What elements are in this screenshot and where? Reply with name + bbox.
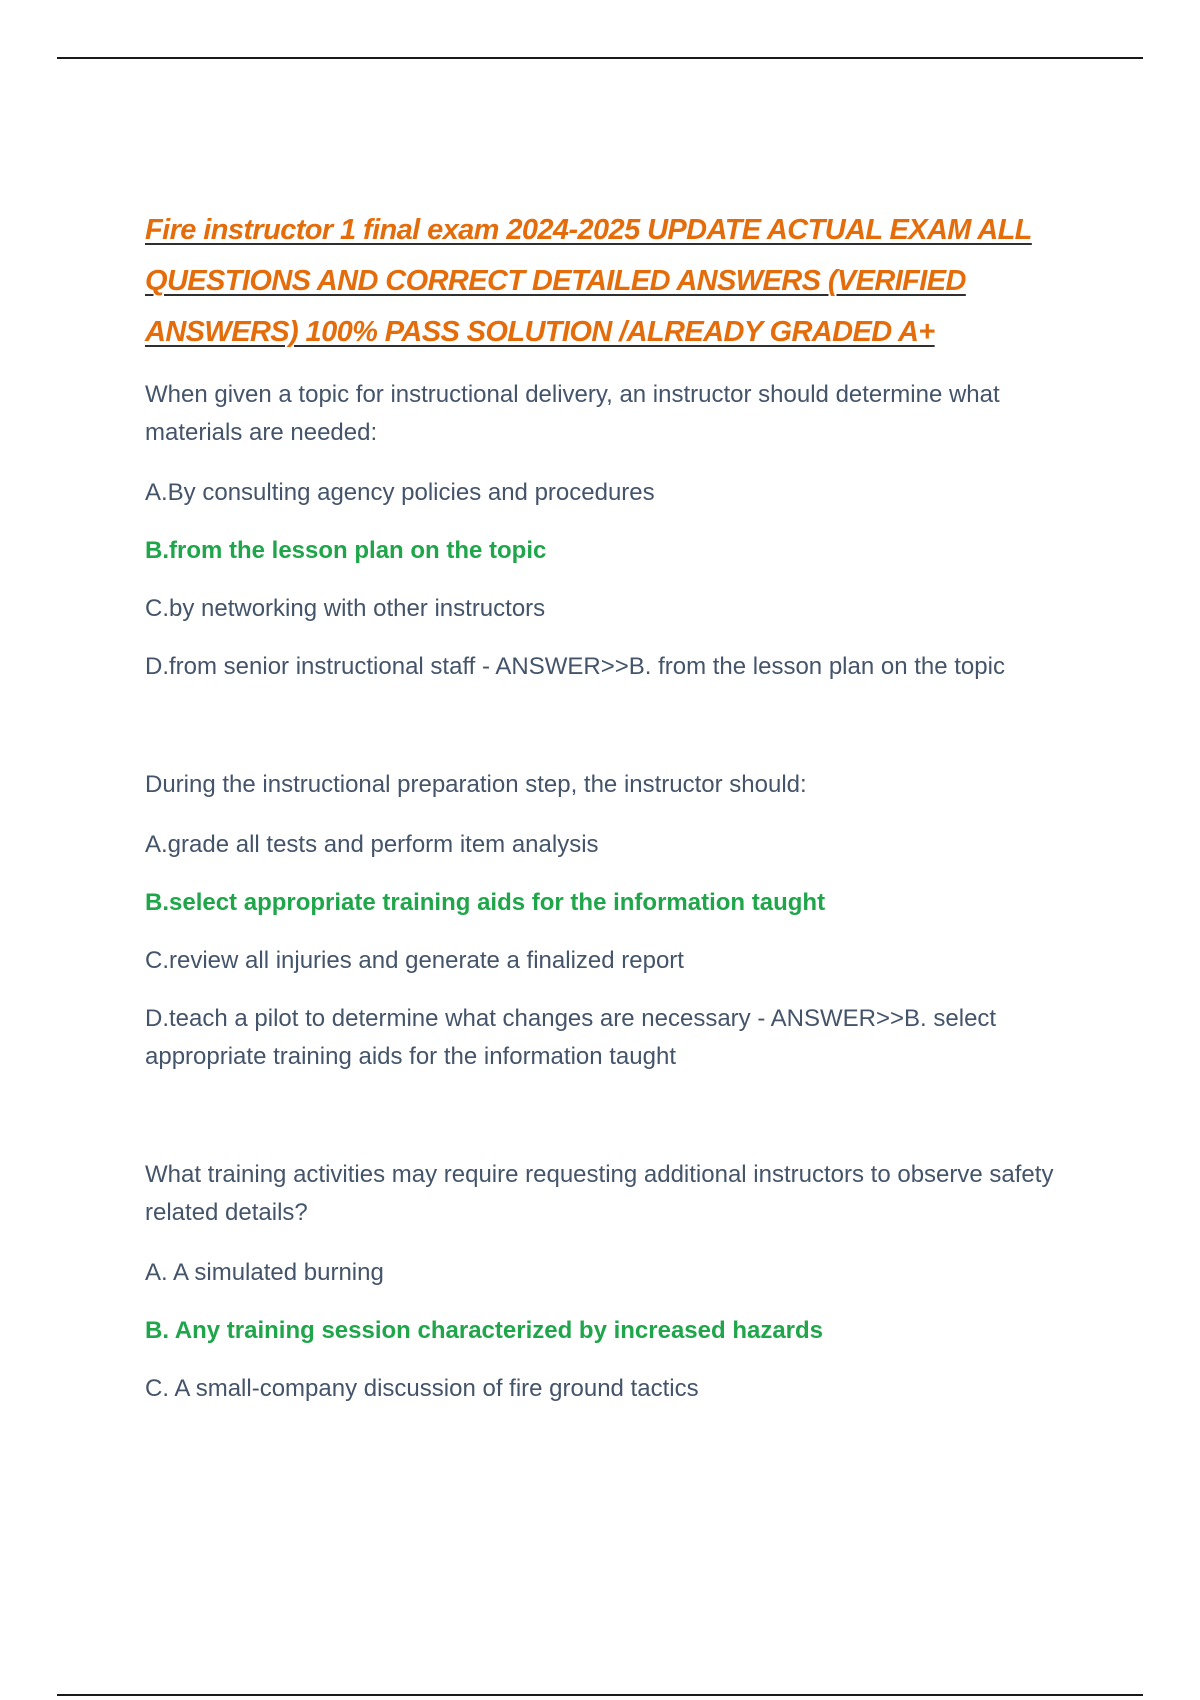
question-text: What training activities may require requesting additional instructors to observe safety related details? <box>145 1161 1054 1226</box>
option-a: A. A simulated burning <box>145 1259 384 1286</box>
option-b-correct: B.from the lesson plan on the topic <box>145 537 547 564</box>
document-body <box>145 205 1095 1428</box>
option-d-answer: D.teach a pilot to determine what changes are necessary - ANSWER>>B. select appropriate training aids for the information taught <box>145 1005 997 1070</box>
header-rule <box>57 57 1143 59</box>
option-c: C.review all injuries and generate a finalized report <box>145 947 684 974</box>
question-text: When given a topic for instructional delivery, an instructor should determine what materials are needed: <box>145 381 1000 446</box>
spacer <box>145 1096 1095 1156</box>
option-d-answer: D.from senior instructional staff - ANSWER>>B. from the lesson plan on the topic <box>145 653 1005 680</box>
document-title: Fire instructor 1 final exam 2024-2025 UPDATE ACTUAL EXAM ALL QUESTIONS AND CORRECT DETAILED ANSWERS (VERIFIED ANSWERS) 100% PASS SOLUTION /ALREADY GRADED A+ <box>145 214 1032 348</box>
question-text: During the instructional preparation step, the instructor should: <box>145 771 807 798</box>
spacer <box>145 706 1095 766</box>
question-block-3 <box>145 1156 1095 1408</box>
option-b-correct: B. Any training session characterized by increased hazards <box>145 1317 824 1344</box>
question-block-2 <box>145 766 1095 1076</box>
option-c: C.by networking with other instructors <box>145 595 546 622</box>
option-c: C. A small-company discussion of fire ground tactics <box>145 1375 699 1402</box>
option-b-correct: B.select appropriate training aids for the information taught <box>145 889 826 916</box>
question-block-1 <box>145 376 1095 686</box>
option-a: A.By consulting agency policies and procedures <box>145 479 655 506</box>
footer-rule <box>57 1694 1143 1696</box>
option-a: A.grade all tests and perform item analysis <box>145 831 599 858</box>
